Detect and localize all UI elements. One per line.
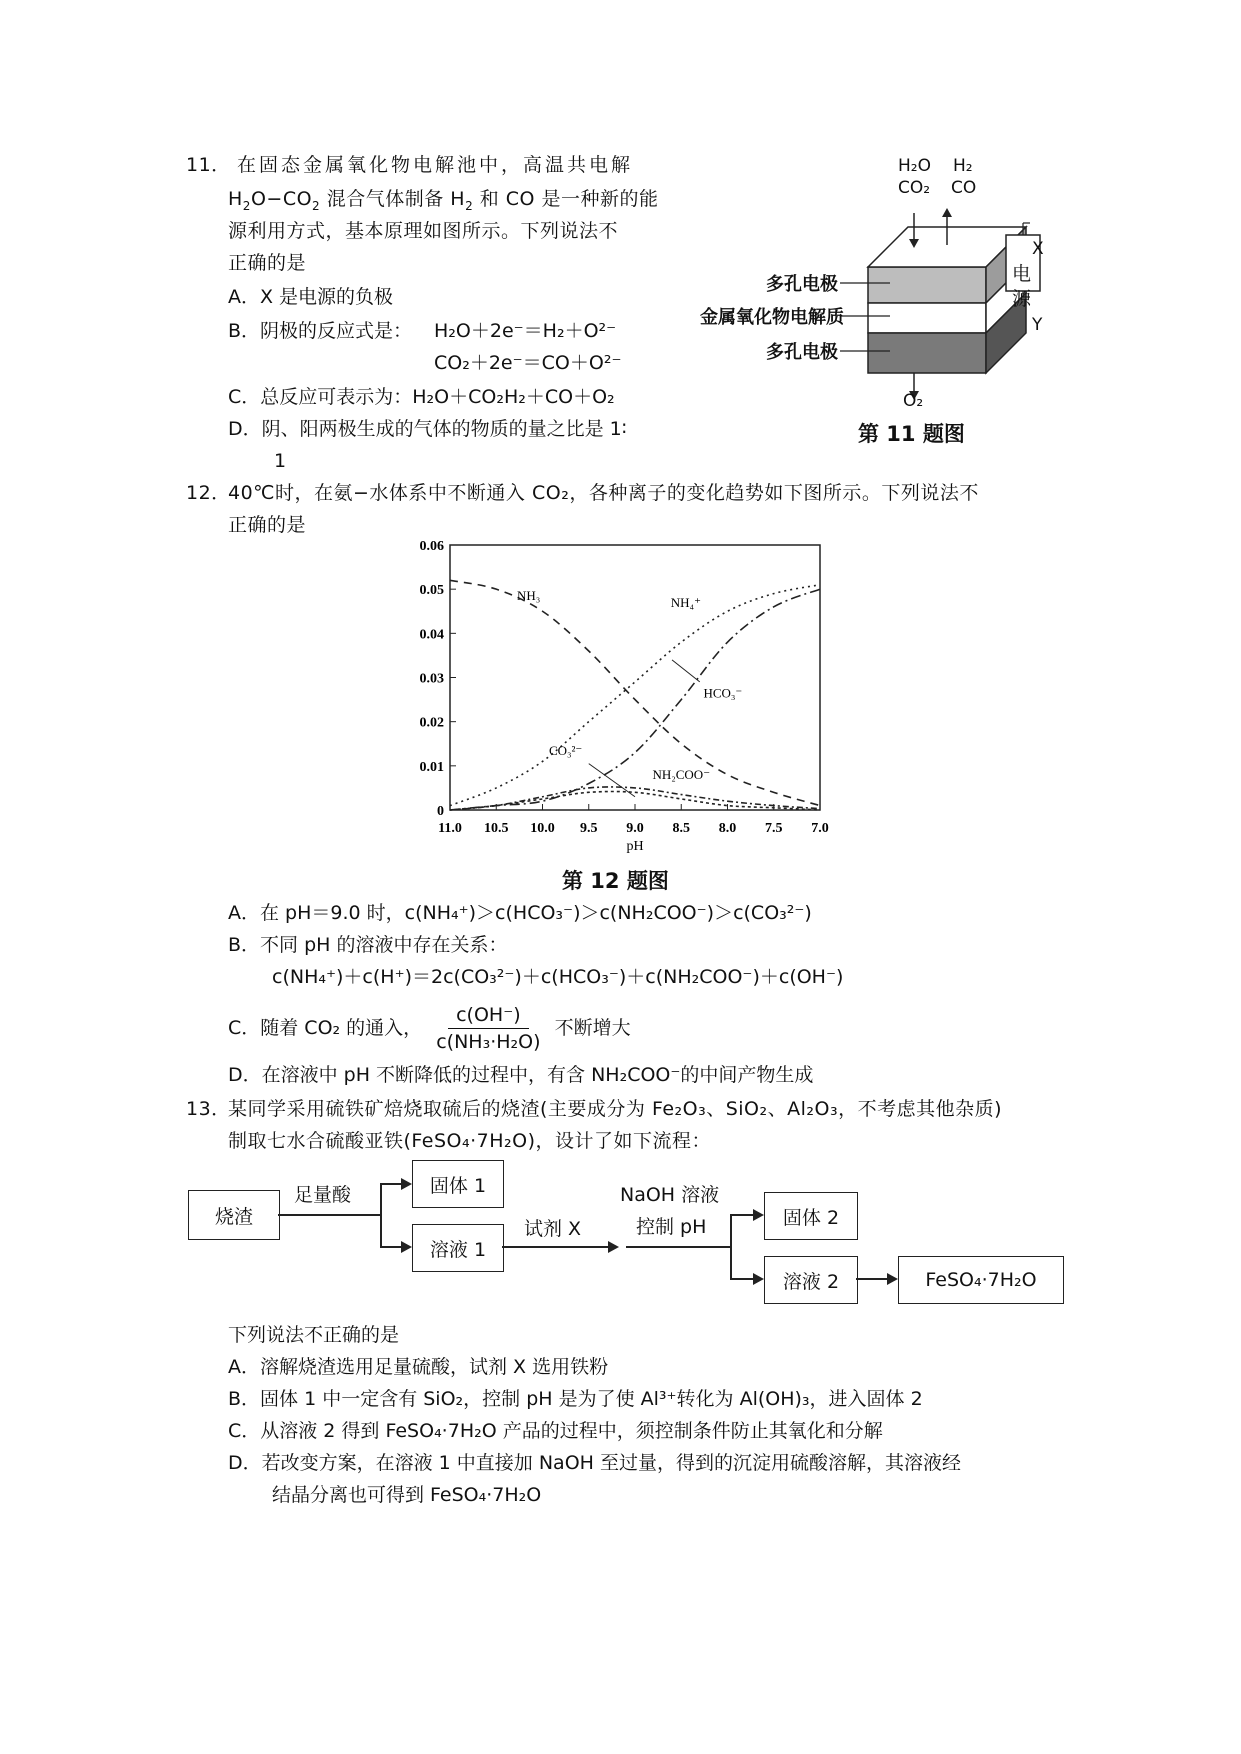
q11-option-b-label: B．阴极的反应式是： (228, 320, 413, 342)
flow-box-solid1: 固体 1 (412, 1160, 504, 1208)
fig11-o2-label: O₂ (903, 391, 924, 411)
x-tick-label: 8.5 (672, 821, 690, 836)
y-tick-label: 0 (437, 804, 444, 819)
q11-option-a: A．X 是电源的负极 (228, 286, 394, 308)
fig11-electrode-bottom-label: 多孔电极 (766, 342, 838, 363)
x-tick-label: 10.5 (484, 821, 509, 836)
q11-option-b-eq1: H₂O＋2e⁻＝H₂＋O²⁻ (434, 320, 617, 342)
fig11-power-char2: 源 (1012, 288, 1032, 310)
q11-option-d-line1: D．阴、阳两极生成的气体的物质的量之比是 1∶ (228, 418, 627, 440)
q13-option-a: A．溶解烧渣选用足量硫酸，试剂 X 选用铁粉 (228, 1356, 609, 1378)
q12-stem-line1: 40℃时，在氨−水体系中不断通入 CO₂，各种离子的变化趋势如下图所示。下列说法不 (228, 482, 979, 504)
electrolysis-cell-diagram (700, 155, 1060, 445)
flow-arrow (401, 1178, 412, 1190)
flow-arrow (608, 1241, 619, 1253)
q13-stem-line1: 某同学采用硫铁矿焙烧取硫后的烧渣(主要成分为 Fe₂O₃、SiO₂、Al₂O₃，不考虑其他杂质) (228, 1098, 1003, 1120)
q13-number: 13． (186, 1098, 231, 1120)
flow-label-acid: 足量酸 (294, 1184, 352, 1206)
q13-prompt: 下列说法不正确的是 (228, 1324, 400, 1346)
flow-box-solid2: 固体 2 (764, 1192, 858, 1240)
q11-stem-line4: 正确的是 (228, 252, 307, 274)
q13-option-d-line2: 结晶分离也可得到 FeSO₄·7H₂O (272, 1484, 542, 1506)
x-tick-label: 9.5 (580, 821, 598, 836)
flow-line (730, 1278, 754, 1280)
y-tick-label: 0.05 (419, 583, 444, 599)
flow-label-naoh2: 控制 pH (636, 1216, 707, 1238)
y-tick-label: 0.06 (419, 539, 444, 554)
q12-option-b-line1: B．不同 pH 的溶液中存在关系： (228, 934, 508, 956)
q11-option-b-eq2: CO₂＋2e⁻＝CO＋O²⁻ (434, 352, 622, 374)
flow-line (380, 1183, 382, 1248)
fig11-h2o-label: H₂O (898, 156, 931, 176)
flow-arrow (887, 1273, 898, 1285)
fig11-electrolyte-label: 金属氧化物电解质 (700, 307, 844, 328)
flow-box-solution1: 溶液 1 (412, 1224, 504, 1272)
fig11-y-label: Y (1032, 315, 1043, 335)
fig11-x-label: X (1032, 239, 1044, 259)
q11-option-d-line2: 1 (274, 450, 287, 472)
q11-number: 11． (186, 154, 231, 176)
series-label-1: NH₄⁺ (670, 594, 701, 610)
y-tick-label: 0.02 (419, 715, 444, 731)
q11-stem-line2: $H_2O-CO_2$ 混合气体制备 $H_2$ 和 CO 是一种新的能 (228, 188, 659, 213)
flow-box-start: 烧渣 (188, 1190, 280, 1240)
series-label-3: CO₃²⁻ (548, 742, 583, 758)
series-leader-2 (672, 660, 700, 682)
y-tick-label: 0.01 (419, 759, 444, 775)
q12-option-b-line2: c(NH₄⁺)＋c(H⁺)＝2c(CO₃²⁻)＋c(HCO₃⁻)＋c(NH₂COO⁻)＋c(OH⁻) (272, 966, 844, 988)
flow-line (380, 1246, 402, 1248)
q11-option-c: C．总反应可表示为：H₂O＋CO₂H₂＋CO＋O₂ (228, 386, 615, 408)
x-tick-label: 11.0 (438, 821, 462, 836)
fig11-h2-label: H₂ (953, 156, 973, 176)
flow-line (730, 1214, 732, 1280)
fig11-caption: 第 11 题图 (858, 422, 965, 446)
y-tick-label: 0.03 (419, 671, 444, 687)
flow-line (278, 1214, 382, 1216)
flow-arrow (753, 1273, 764, 1285)
q13-stem-line2: 制取七水合硫酸亚铁(FeSO₄·7H₂O)，设计了如下流程： (228, 1130, 712, 1152)
ion-concentration-chart (400, 535, 840, 860)
series-label-0: NH₃ (516, 588, 541, 604)
flow-line (626, 1246, 732, 1248)
x-tick-label: 7.5 (765, 821, 783, 836)
series-line-0 (450, 580, 820, 805)
q12-option-d: D．在溶液中 pH 不断降低的过程中，有含 NH₂COO⁻的中间产物生成 (228, 1064, 814, 1086)
x-tick-label: 7.0 (811, 821, 829, 836)
q12-option-c: C．随着 CO₂ 的通入， $\frac{c(OH^-)}{\text{c(NH₃·H₂O)}}$ 不断增大 (228, 1004, 631, 1053)
flow-line (856, 1278, 888, 1280)
flow-label-naoh1: NaOH 溶液 (620, 1184, 720, 1206)
flow-line (502, 1246, 612, 1248)
q11-stem-line3: 源利用方式，基本原理如图所示。下列说法不 (228, 220, 619, 242)
q13-option-d-line1: D．若改变方案，在溶液 1 中直接加 NaOH 至过量，得到的沉淀用硫酸溶解，其溶液经 (228, 1452, 961, 1474)
q12-option-a: A．在 pH＝9.0 时，c(NH₄⁺)＞c(HCO₃⁻)＞c(NH₂COO⁻)＞c(CO₃²⁻) (228, 902, 812, 924)
fig11-co2-label: CO₂ (898, 178, 931, 198)
q12-option-c-fraction: $\frac{c(OH^-)}{\text{c(NH₃·H₂O)}}$ (436, 1004, 541, 1053)
q12-number: 12． (186, 482, 231, 504)
x-axis-label: pH (626, 839, 644, 854)
q13-option-c: C．从溶液 2 得到 FeSO₄·7H₂O 产品的过程中，须控制条件防止其氧化和分解 (228, 1420, 883, 1442)
series-line-1 (450, 585, 820, 806)
plot-frame (450, 545, 820, 810)
q13-option-b: B．固体 1 中一定含有 SiO₂，控制 pH 是为了使 Al³⁺转化为 Al(OH)₃，进入固体 2 (228, 1388, 923, 1410)
x-tick-label: 9.0 (626, 821, 644, 836)
fig11-power-char1: 电 (1012, 263, 1032, 285)
fig11-electrode-top-label: 多孔电极 (766, 274, 838, 295)
x-tick-label: 8.0 (718, 821, 737, 836)
flow-line (730, 1214, 754, 1216)
series-label-2: HCO₃⁻ (703, 685, 743, 701)
flow-box-product: FeSO₄·7H₂O (898, 1256, 1064, 1304)
flow-box-solution2: 溶液 2 (764, 1256, 858, 1304)
series-label-4: NH₂COO⁻ (652, 767, 711, 783)
q11-stem-line1: 在固态金属氧化物电解池中，高温共电解 (237, 154, 634, 176)
fig11-co-label: CO (951, 178, 977, 198)
q12-stem-line2: 正确的是 (228, 514, 307, 536)
flow-arrow (401, 1241, 412, 1253)
flow-line (380, 1183, 402, 1185)
flow-label-reagent: 试剂 X (524, 1218, 582, 1240)
fig12-caption: 第 12 题图 (562, 869, 669, 893)
y-tick-label: 0.04 (419, 627, 444, 643)
x-tick-label: 10.0 (530, 821, 555, 836)
flow-arrow (753, 1209, 764, 1221)
